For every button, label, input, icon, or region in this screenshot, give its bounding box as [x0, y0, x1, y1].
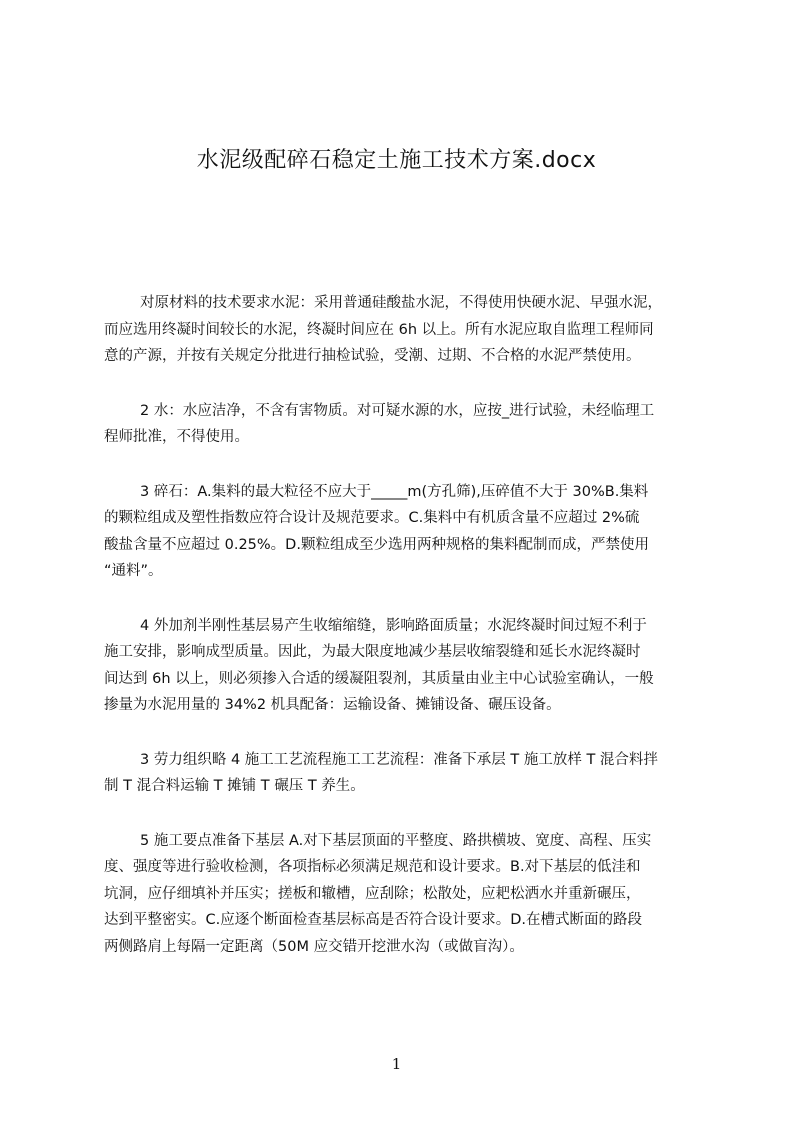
text-line: 两侧路肩上每隔一定距离（50M 应交错开挖泄水沟（或做盲沟）。	[104, 938, 524, 955]
paragraph-process-flow	[104, 747, 699, 800]
text-line: 程师批准，不得使用。	[104, 429, 249, 445]
paragraph-construction-points	[104, 828, 699, 961]
text-line: 达到平整密实。C.应逐个断面检查基层标高是否符合设计要求。D.在槽式断面的路段	[104, 912, 643, 928]
text-line: 间达到 6h 以上，则必须掺入合适的缓凝阻裂剂，其质量由业主中心试验室确认，一般	[104, 670, 654, 687]
text-line: 施工安排，影响成型质量。因此，为最大限度地减少基层收缩裂缝和延长水泥终凝时	[104, 644, 641, 660]
text-line: 坑洞，应仔细填补并压实；搓板和辙槽，应刮除；松散处，应耙松洒水并重新碾压，	[104, 885, 641, 902]
text-line: 酸盐含量不应超过 0.25%。D.颗粒组成至少选用两种规格的集料配制而成，严禁使用	[104, 536, 649, 553]
text-line: 意的产源，并按有关规定分批进行抽检试验，受潮、过期、不合格的水泥严禁使用。	[104, 348, 641, 364]
document-title: 水泥级配碎石稳定土施工技术方案.docx	[196, 148, 597, 173]
text-line: 2 水：水应洁净，不含有害物质。对可疑水源的水，应按_进行试验，未经临理工	[140, 402, 655, 419]
text-line: 3 碎石：A.集料的最大粒径不应大于_____m(方孔筛),压碎值不大于 30%B.集料	[140, 483, 649, 500]
text-line: 3 劳力组织略 4 施工工艺流程施工工艺流程：准备下承层 T 施工放样 T 混合料拌	[140, 751, 658, 768]
paragraph-admixture	[104, 613, 699, 719]
page-number: 1	[391, 1055, 402, 1073]
paragraph-raw-materials-cement	[104, 290, 699, 370]
text-line: 对原材料的技术要求水泥：采用普通硅酸盐水泥，不得使用快硬水泥、早强水泥，	[140, 295, 662, 311]
document-body	[104, 290, 699, 988]
paragraph-water	[104, 398, 699, 451]
text-line: 的颗粒组成及塑性指数应符合设计及规范要求。C.集料中有机质含量不应超过 2%硫	[104, 510, 640, 526]
text-line: 掺量为水泥用量的 34%2 机具配备：运输设备、摊铺设备、碾压设备。	[104, 697, 561, 713]
text-line: 度、强度等进行验收检测，各项指标必须满足规范和设计要求。B.对下基层的低洼和	[104, 859, 641, 875]
text-line: 4 外加剂半刚性基层易产生收缩缩缝，影响路面质量；水泥终凝时间过短不利于	[140, 617, 647, 634]
text-line: “通料”。	[104, 563, 163, 579]
text-line: 制 T 混合料运输 T 摊铺 T 碾压 T 养生。	[104, 778, 365, 794]
text-line: 而应选用终凝时间较长的水泥，终凝时间应在 6h 以上。所有水泥应取自监理工程师同	[104, 321, 654, 338]
text-line: 5 施工要点准备下基层 A.对下基层顶面的平整度、路拱横坡、宽度、高程、压实	[140, 832, 652, 849]
paragraph-crushed-stone	[104, 479, 699, 585]
